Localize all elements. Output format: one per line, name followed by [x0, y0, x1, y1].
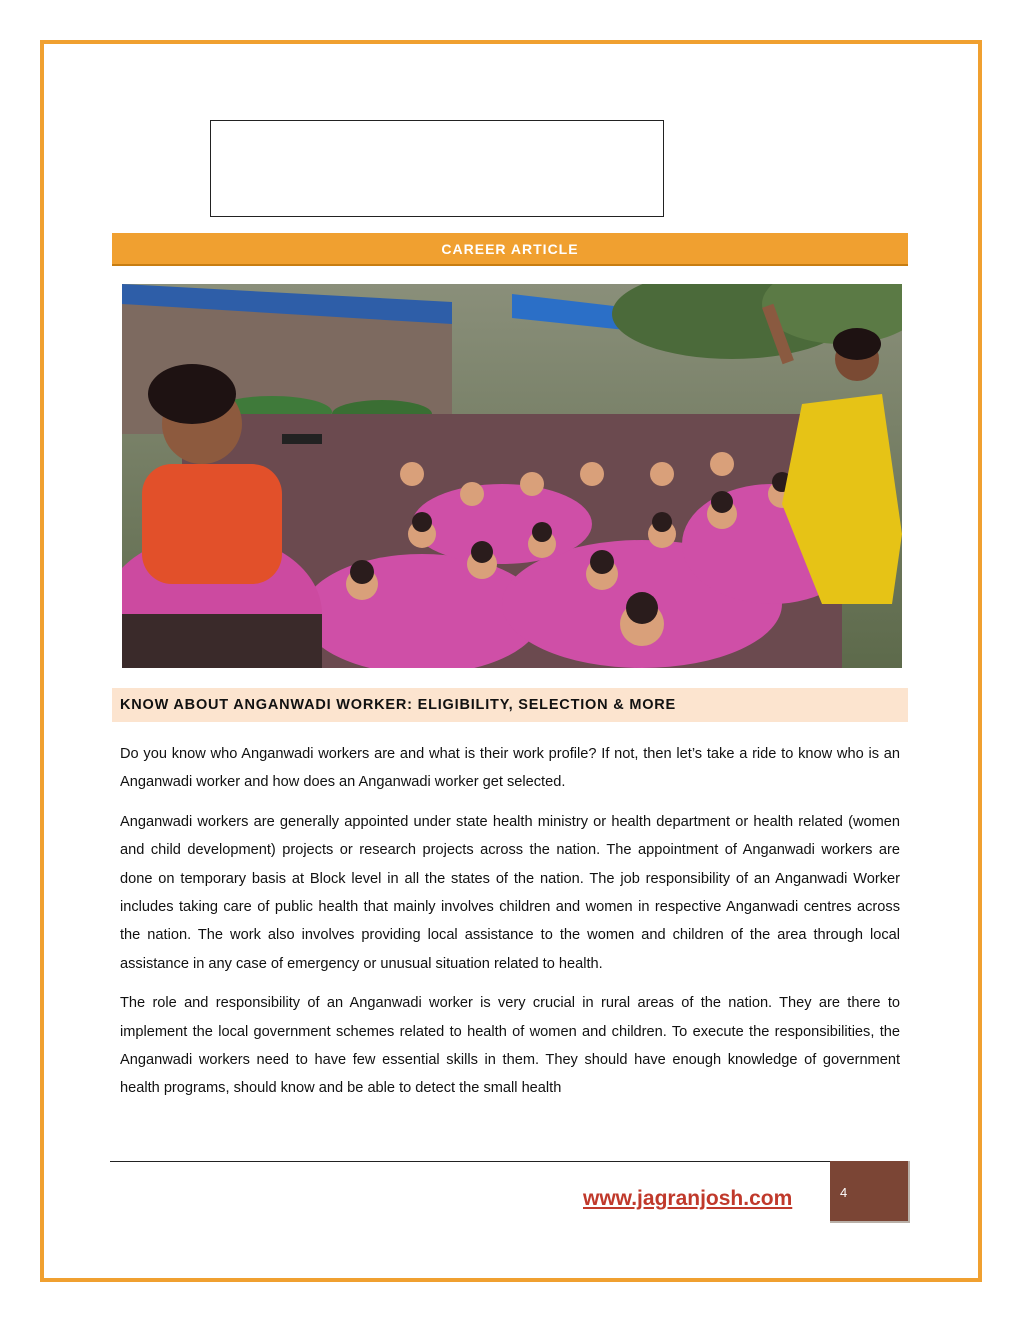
paragraph: Anganwadi workers are generally appointed under state health ministry or health department or health related (women and child development) projects or research projects across the nation. The appointment of Anganwadi workers are done on temporary basis at Block level in all the states of the nation. The job responsibility of an Anganwadi Worker includes taking care of public health that mainly involves children and women in respective Anganwadi centres across the nation. The work also involves providing local assistance to the women and children of the area through local assistance in any case of emergency or unusual situation related to health.: [120, 813, 900, 972]
paragraph: The role and responsibility of an Anganwadi worker is very crucial in rural areas of the nation. They are there to implement the local government schemes related to health of women and children. To execute the responsibilities, the Anganwadi workers need to have few essential skills in them. They should have enough knowledge of government health programs, should know and be able to detect the small health: [120, 995, 900, 1097]
page-number: 4: [840, 1185, 848, 1200]
career-article-banner: [112, 233, 908, 266]
article-body: [120, 740, 900, 1114]
page-number-box: [830, 1161, 910, 1223]
article-photo: [122, 284, 902, 668]
footer-divider: [110, 1161, 830, 1162]
banner-label: CAREER ARTICLE: [441, 240, 579, 257]
logo-placeholder-box: [210, 120, 664, 217]
paragraph: Do you know who Anganwadi workers are and what is their work profile? If not, then let’s take a ride to know who is an Anganwadi worker and how does an Anganwadi worker get selected.: [120, 746, 900, 791]
website-link[interactable]: www.jagranjosh.com: [583, 1187, 793, 1210]
article-heading: KNOW ABOUT ANGANWADI WORKER: ELIGIBILITY, SELECTION & MORE: [120, 697, 677, 713]
article-heading-bar: [112, 688, 908, 722]
